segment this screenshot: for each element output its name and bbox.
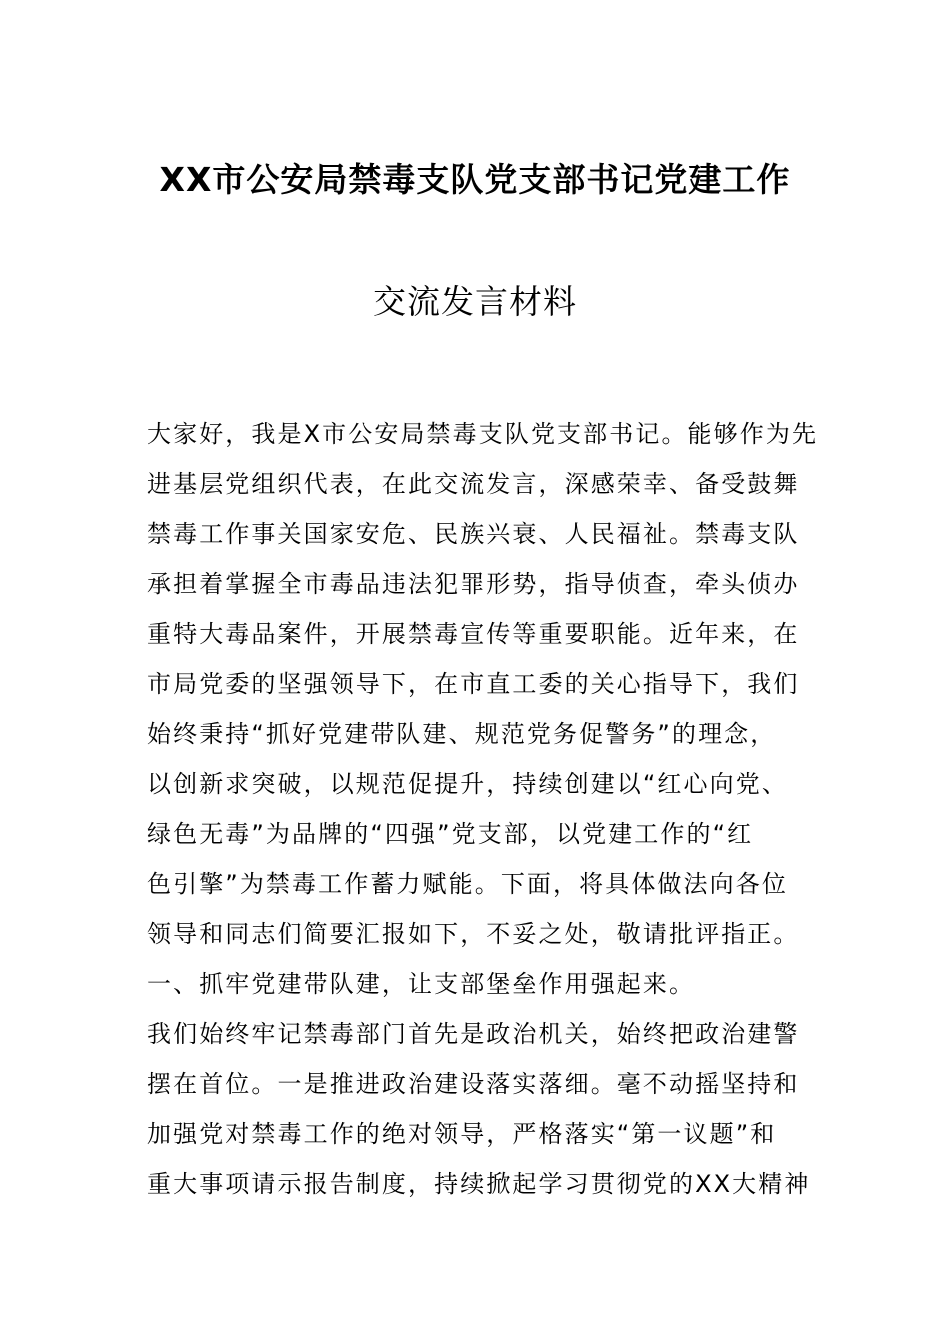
body-line: 承担着掌握全市毒品违法犯罪形势，指导侦查，牵头侦办 [147, 570, 800, 598]
body-line: 加强党对禁毒工作的绝对领导，严格落实“第一议题”和 [147, 1120, 777, 1148]
body-line: 绿色无毒”为品牌的“四强”党支部，以党建工作的“红 [147, 820, 754, 848]
body-line: 市局党委的坚强领导下，在市直工委的关心指导下，我们 [147, 670, 800, 698]
body-line: 摆在首位。一是推进政治建设落实落细。毫不动摇坚持和 [147, 1070, 800, 1098]
body-line: 我们始终牢记禁毒部门首先是政治机关，始终把政治建警 [147, 1020, 800, 1048]
section-heading: 一、抓牢党建带队建，让支部堡垒作用强起来。 [147, 970, 696, 998]
body-line: 领导和同志们简要汇报如下，不妥之处，敬请批评指正。 [147, 920, 800, 948]
body-line: 进基层党组织代表，在此交流发言，深感荣幸、备受鼓舞 [147, 470, 800, 498]
document-body [147, 414, 819, 1214]
body-line: 禁毒工作事关国家安危、民族兴衰、人民福祉。禁毒支队 [147, 520, 800, 548]
body-line: 重大事项请示报告制度，持续掀起学习贯彻党的XX大精神 [147, 1170, 811, 1198]
body-line: 重特大毒品案件，开展禁毒宣传等重要职能。近年来，在 [147, 620, 800, 648]
body-line: 大家好，我是X市公安局禁毒支队党支部书记。能够作为先 [147, 420, 819, 448]
body-line: 以创新求突破，以规范促提升，持续创建以“红心向党、 [147, 770, 788, 798]
body-line: 色引擎”为禁毒工作蓄力赋能。下面，将具体做法向各位 [147, 870, 788, 898]
document-subtitle: 交流发言材料 [373, 282, 577, 321]
body-line: 始终秉持“抓好党建带队建、规范党务促警务”的理念， [147, 720, 777, 748]
document-title: XX市公安局禁毒支队党支部书记党建工作 [159, 160, 791, 199]
